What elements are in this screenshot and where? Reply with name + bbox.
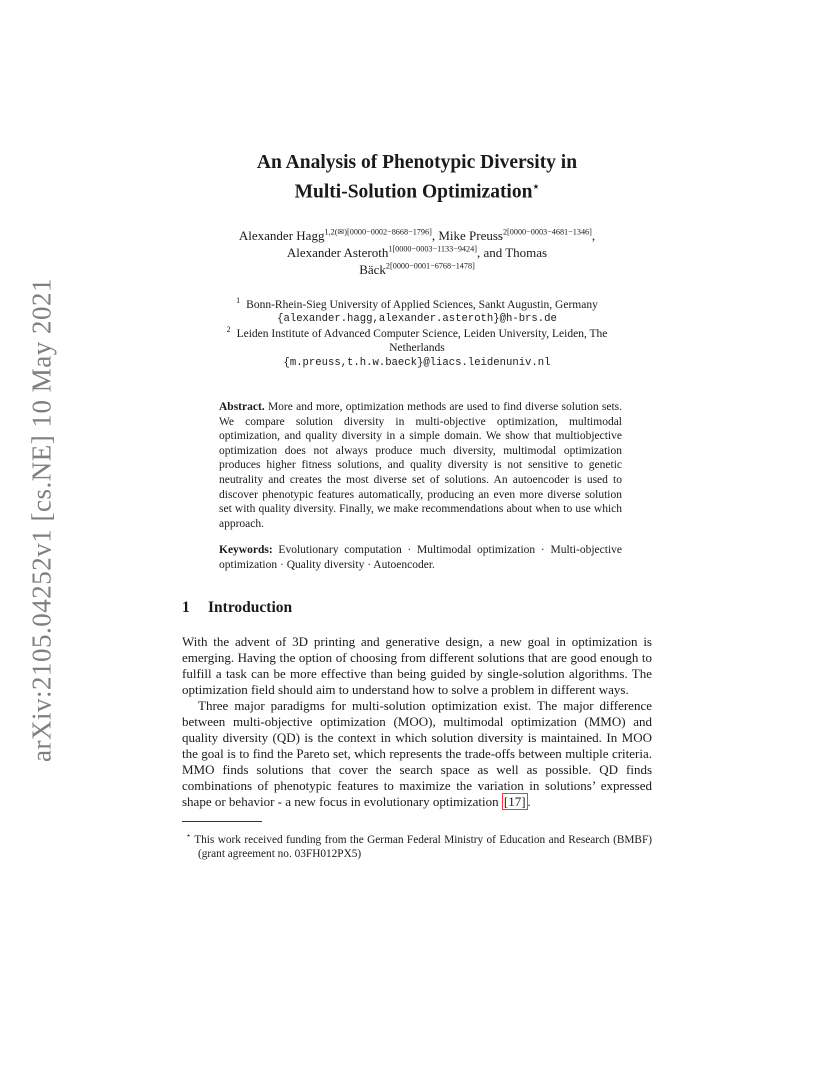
paragraph-end: . — [527, 794, 531, 810]
title-footnote-mark: ⋆ — [532, 181, 540, 193]
paragraph — [182, 698, 652, 811]
title-line-2: Multi-Solution Optimization — [294, 181, 533, 203]
affiliation-text-cont: Netherlands — [389, 342, 445, 354]
body-text — [182, 634, 652, 811]
section-title: Introduction — [208, 598, 293, 616]
keywords-text: Evolutionary computation · Multimodal optimization · Multi-objective optimization · Quality diversity · Autoencoder. — [219, 544, 623, 571]
abstract — [219, 400, 622, 531]
paragraph: With the advent of 3D printing and generative design, a new goal in optimization is emerging. Having the option of choosing from different solutions that are good enough to fulfill a task can be more effective than being guided by single-solution algorithms. The optimization field should aim to understand how to solve a problem in different ways. — [182, 633, 652, 697]
footnote-rule — [182, 821, 262, 822]
abstract-label: Abstract. — [219, 401, 265, 413]
arxiv-identifier: arXiv:2105.04252v1 [cs.NE] 10 May 2021 — [26, 278, 57, 762]
author-name: Bäck — [359, 261, 386, 277]
title-line-1: An Analysis of Phenotypic Diversity in — [256, 152, 578, 173]
author-name: Alexander Hagg — [238, 227, 325, 243]
section-heading — [182, 598, 652, 618]
arxiv-sidebar — [20, 280, 64, 760]
paper-page — [182, 150, 652, 862]
affiliation-number: 1 — [236, 295, 241, 305]
footnote-text: This work received funding from the German Federal Ministry of Education and Research (BMBF) (grant agreement no. 03FH012PX5) — [194, 833, 653, 860]
affiliation-email: {alexander.hagg,alexander.asteroth}@h-brs.de — [277, 313, 557, 325]
keywords — [219, 543, 622, 572]
author-orcid: 1[0000−0003−1133−9424] — [388, 244, 477, 254]
abstract-text: More and more, optimization methods are used to find diverse solution sets. We compare solution diversity in multi-objective optimization, multimodal optimization, and quality diversity in a simple domain. We show that multiobjective optimization does not always produce much diversity, multimodal optimization produces higher fitness solutions, and quality diversity is not sensitive to genetic neutrality and creates the most diverse set of solutions. An autoencoder is used to discover phenotypic features automatically, producing an even more diverse solution set with quality diversity. Finally, we make recommendations about when to use which approach. — [219, 401, 623, 530]
keywords-label: Keywords: — [219, 544, 273, 557]
footnote — [182, 829, 652, 862]
affiliation-number: 2 — [226, 324, 231, 334]
footnote-mark: ⋆ — [186, 830, 192, 840]
author-orcid: 2[0000−0001−6768−1478] — [385, 261, 475, 271]
affiliation-text: Bonn-Rhein-Sieg University of Applied Sciences, Sankt Augustin, Germany — [246, 298, 598, 311]
paper-title — [182, 150, 652, 205]
author-list: Alexander Hagg$^{1,2(✉)[0000-0002-8668-1796]}$, Mike Preuss$^{2[0000-0003-4681-1346]}$, Alexander Asteroth$^{1[0000-0003-1133-9424]}$, and Thomas Bäck$^{2[0000-0001-6768-1478]}$ — [238, 227, 596, 277]
author-orcid: 1,2(✉)[0000−0002−8668−1796] — [324, 227, 432, 237]
author-name: Alexander Asteroth — [286, 244, 389, 260]
section-number: 1 — [182, 598, 190, 616]
author-orcid: 2[0000−0003−4681−1346] — [502, 227, 592, 237]
author-name: Mike Preuss — [438, 227, 503, 243]
paragraph-text: Three major paradigms for multi-solution optimization exist. The major difference between multi-objective optimization (MOO), multimodal optimization (MMO) and quality diversity (QD) is the context in which solution diversity is maintained. In MOO the goal is to find the Pareto set, which represents the trade-offs between multiple criteria. MMO finds solutions that cover the search space as well as possible. QD finds combinations of phenotypic features to maximize the variation in solutions’ expressed shape or behavior - a new focus in evolutionary optimization — [182, 697, 652, 810]
author-conjunction: , and Thomas — [476, 244, 548, 260]
affiliation-email: {m.preuss,t.h.w.baeck}@liacs.leidenuniv.nl — [283, 356, 551, 369]
affiliation-text: Leiden Institute of Advanced Computer Science, Leiden University, Leiden, The — [236, 327, 608, 340]
citation-link[interactable]: [17] — [503, 794, 526, 810]
affiliations — [182, 295, 652, 371]
